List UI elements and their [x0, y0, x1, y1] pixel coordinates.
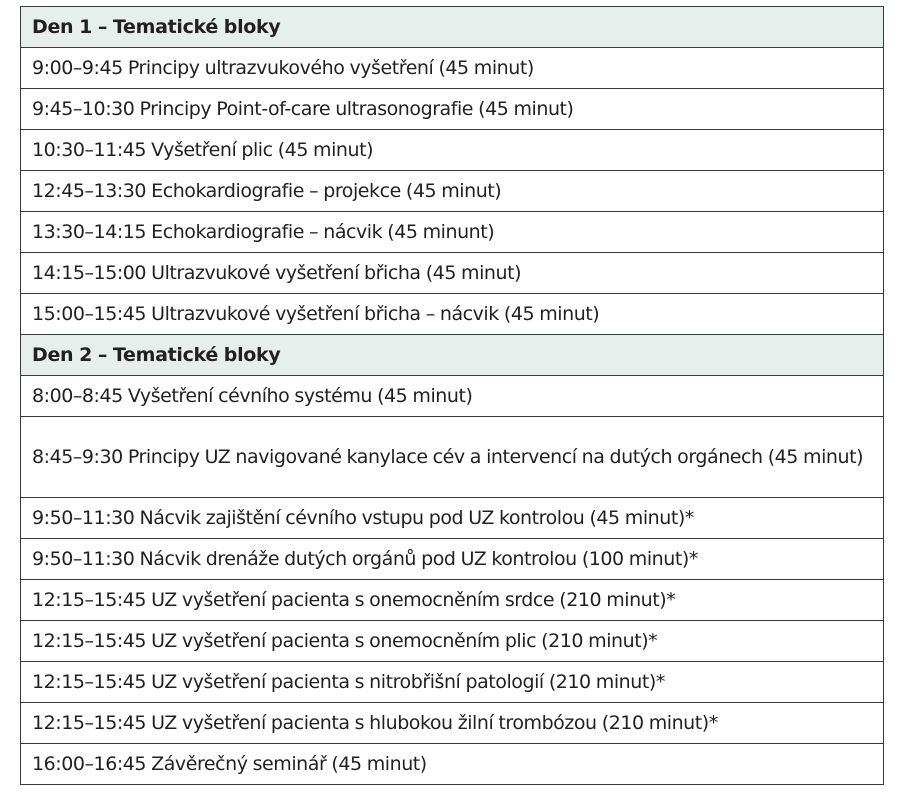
- table-row: [21, 212, 884, 253]
- table-row: [21, 539, 884, 580]
- table-row: [21, 662, 884, 703]
- table-row: [21, 621, 884, 662]
- table-row: [21, 130, 884, 171]
- table-row: [21, 744, 884, 785]
- table-row: [21, 294, 884, 335]
- session-item: 14:15–15:00 Ultrazvukové vyšetření břicha (45 minut): [21, 253, 884, 294]
- session-item: 12:15–15:45 UZ vyšetření pacienta s hlubokou žilní trombózou (210 minut)*: [21, 703, 884, 744]
- table-row: [21, 580, 884, 621]
- session-item: 12:15–15:45 UZ vyšetření pacienta s onemocněním plic (210 minut)*: [21, 621, 884, 662]
- table-row: [21, 89, 884, 130]
- schedule-table: [20, 6, 884, 785]
- day-2-header: Den 2 – Tematické bloky: [21, 335, 884, 376]
- session-item: 8:00–8:45 Vyšetření cévního systému (45 minut): [21, 376, 884, 417]
- day-header-row: [21, 335, 884, 376]
- table-row: [21, 417, 884, 498]
- session-item: 9:50–11:30 Nácvik zajištění cévního vstupu pod UZ kontrolou (45 minut)*: [21, 498, 884, 539]
- session-item: 13:30–14:15 Echokardiografie – nácvik (45 minunt): [21, 212, 884, 253]
- session-item: 10:30–11:45 Vyšetření plic (45 minut): [21, 130, 884, 171]
- session-item: 9:00–9:45 Principy ultrazvukového vyšetření (45 minut): [21, 48, 884, 89]
- table-row: [21, 48, 884, 89]
- session-item: 9:45–10:30 Principy Point-of-care ultrasonografie (45 minut): [21, 89, 884, 130]
- day-1-header: Den 1 – Tematické bloky: [21, 7, 884, 48]
- session-item: 8:45–9:30 Principy UZ navigované kanylace cév a intervencí na dutých orgánech (45 minut): [21, 417, 884, 498]
- table-row: [21, 498, 884, 539]
- table-row: [21, 703, 884, 744]
- session-item: 9:50–11:30 Nácvik drenáže dutých orgánů pod UZ kontrolou (100 minut)*: [21, 539, 884, 580]
- table-row: [21, 376, 884, 417]
- session-item: 12:15–15:45 UZ vyšetření pacienta s onemocněním srdce (210 minut)*: [21, 580, 884, 621]
- session-item: 12:15–15:45 UZ vyšetření pacienta s nitrobřišní patologií (210 minut)*: [21, 662, 884, 703]
- session-item: 15:00–15:45 Ultrazvukové vyšetření břicha – nácvik (45 minut): [21, 294, 884, 335]
- table-row: [21, 171, 884, 212]
- table-row: [21, 253, 884, 294]
- session-item: 12:45–13:30 Echokardiografie – projekce (45 minut): [21, 171, 884, 212]
- session-item: 16:00–16:45 Závěrečný seminář (45 minut): [21, 744, 884, 785]
- day-header-row: [21, 7, 884, 48]
